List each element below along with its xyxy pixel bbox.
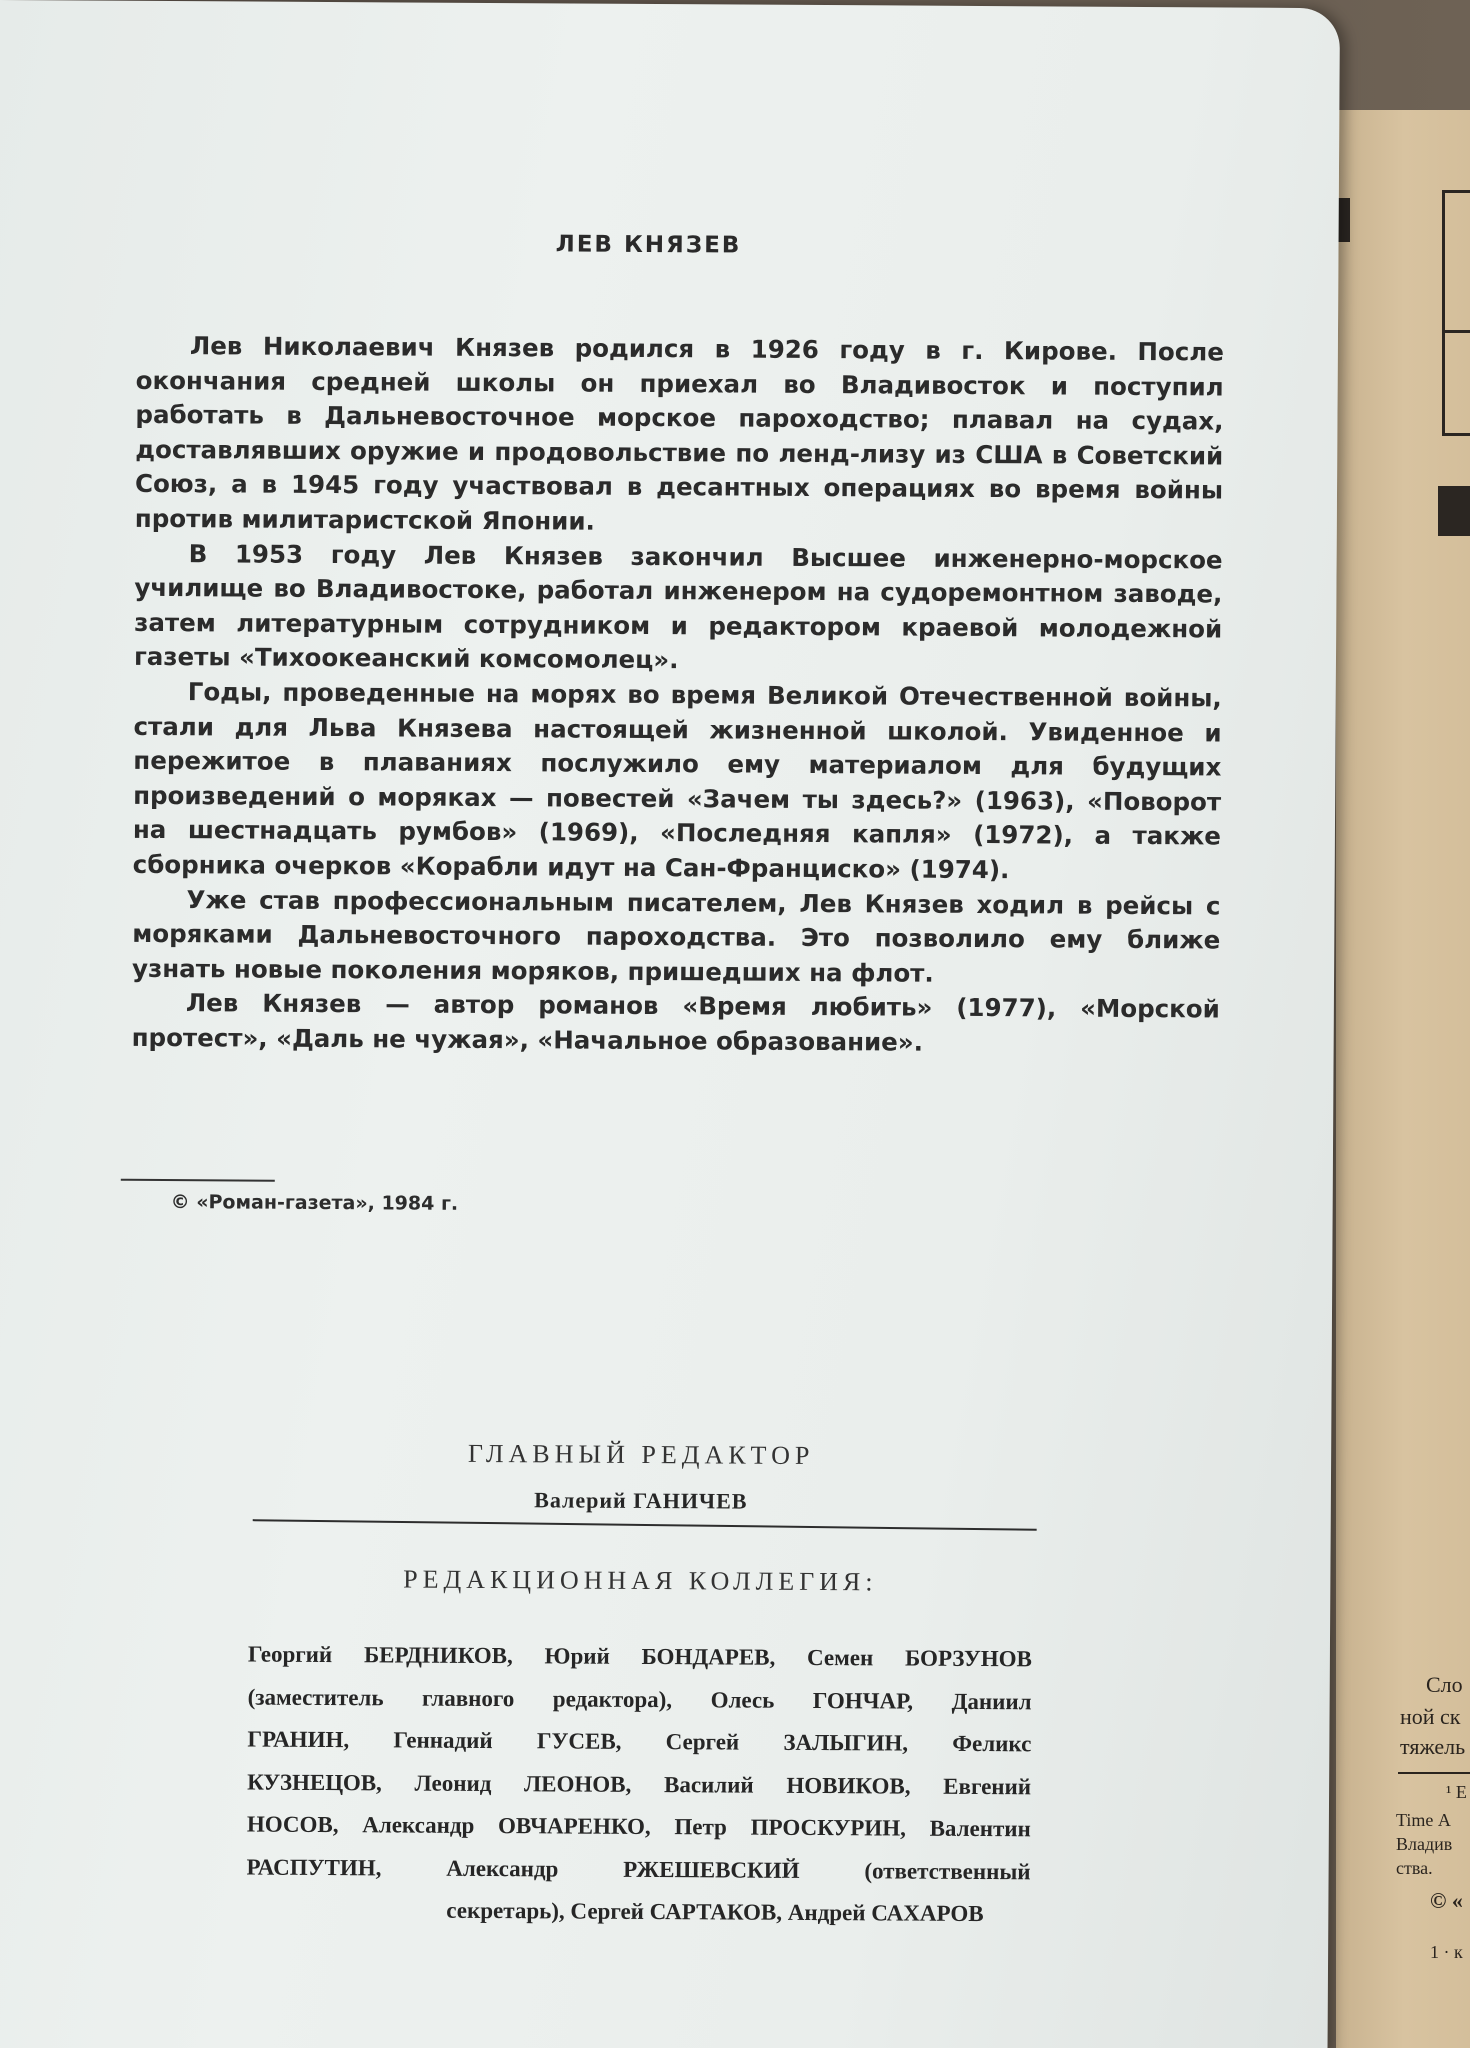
adjacent-page-line: ной ск [1400, 1704, 1461, 1729]
bio-paragraph: Уже став профессиональным писателем, Лев Князев ходил в рейсы с моряками Дальневосточного пароходства. Это позволило ему ближе узнать новые поколения моряков, пришедших на флот. [132, 884, 1221, 988]
adjacent-page-copyright: © « [1430, 1888, 1463, 1913]
editorial-board-list [246, 1634, 1032, 1936]
adjacent-page-footnote-line: Time А [1396, 1810, 1451, 1830]
author-biography [132, 329, 1224, 1062]
editorial-board-line: (заместитель главного редактора), Олесь ГОНЧАР, Даниил [247, 1684, 1032, 1714]
adjacent-page-footnote-line: Владив [1396, 1834, 1453, 1854]
adjacent-page-frame [1442, 190, 1470, 436]
adjacent-page-page-mark: 1 · к [1430, 1942, 1463, 1962]
editor-in-chief-name: Валерий ГАНИЧЕВ [534, 1487, 748, 1514]
author-heading: ЛЕВ КНЯЗЕВ [555, 231, 742, 259]
footnote-rule [121, 1179, 275, 1182]
editorial-board-line: РАСПУТИН, Александр РЖЕШЕВСКИЙ (ответственный [246, 1854, 1031, 1884]
bio-paragraph: Лев Николаевич Князев родился в 1926 году в г. Кирове. После окончания средней школы он приехал во Владивосток и поступил работать в Дальневосточное морское пароходство; плавал на судах, доставлявших оружие и продовольствие по ленд-лизу из США в Советский Союз, а в 1945 году участвовал в десантных операциях во время войны против милитаристской Японии. [134, 331, 1224, 536]
editorial-board-line: НОСОВ, Александр ОВЧАРЕНКО, Петр ПРОСКУРИН, Валентин [246, 1811, 1031, 1842]
editorial-board-line: ГРАНИН, Геннадий ГУСЕВ, Сергей ЗАЛЫГИН, Феликс [247, 1726, 1032, 1757]
copyright-notice: © «Роман-газета», 1984 г. [170, 1191, 459, 1215]
editor-in-chief-title: ГЛАВНЫЙ РЕДАКТОР [467, 1438, 815, 1471]
editorial-board-line: КУЗНЕЦОВ, Леонид ЛЕОНОВ, Василий НОВИКОВ, Евгений [247, 1769, 1032, 1799]
editorial-board-title: РЕДАКЦИОННАЯ КОЛЛЕГИЯ: [403, 1564, 878, 1597]
editor-divider [253, 1519, 1037, 1531]
adjacent-page-black-band [1438, 486, 1470, 536]
bio-paragraph: В 1953 году Лев Князев закончил Высшее инженерно-морское училище во Владивостоке, работал инженером на судоремонтном заводе, затем литературным сотрудником и редактором краевой молодежной газеты «Тихоокеанский комсомолец». [133, 538, 1223, 675]
adjacent-page-frame-divider [1442, 330, 1470, 333]
adjacent-page [1336, 110, 1470, 2048]
adjacent-page-footnote-line: ¹ Е [1446, 1782, 1467, 1802]
editorial-board-line: секретарь), Сергей САРТАКОВ, Андрей САХАРОВ [446, 1897, 984, 1927]
editorial-board-line: Георгий БЕРДНИКОВ, Юрий БОНДАРЕВ, Семен БОРЗУНОВ [247, 1641, 1032, 1672]
adjacent-page-footnote-line: ства. [1396, 1858, 1433, 1878]
adjacent-page-line: Сло [1426, 1672, 1463, 1697]
bio-paragraph: Годы, проведенные на морях во время Великой Отечественной войны, стали для Льва Князева настоящей жизненной школой. Увиденное и пережитое в плаваниях послужило ему материалом для будущих произведений о моряках — повестей «Зачем ты здесь?» (1963), «Поворот на шестнадцать румбов» (1969), «Последняя капля» (1972), а также сборника очерков «Корабли идут на Сан-Франциско» (1974). [132, 677, 1222, 885]
adjacent-page-footnote-rule [1398, 1772, 1470, 1774]
bio-paragraph: Лев Князев — автор романов «Время любить» (1977), «Морской протест», «Даль не чужая», «Начальное образование». [131, 988, 1220, 1057]
adjacent-page-line: тяжель [1400, 1734, 1466, 1759]
